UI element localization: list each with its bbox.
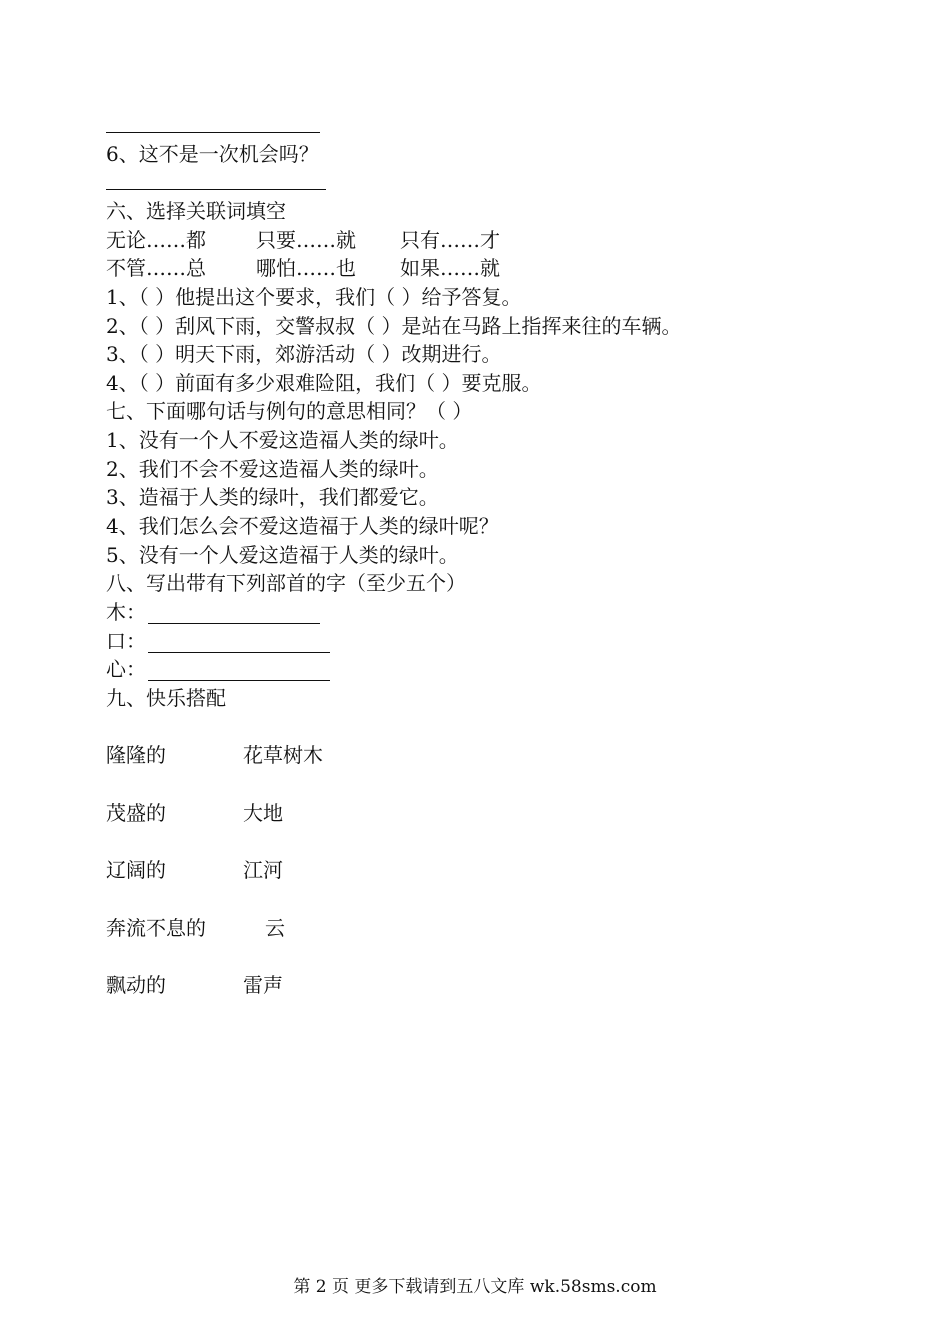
answer-line bbox=[106, 132, 320, 133]
fill-item: 1、（ ）他提出这个要求，我们（ ）给予答复。 bbox=[106, 285, 522, 309]
section-7-title: 七、下面哪句话与例句的意思相同？（ ） bbox=[106, 399, 473, 423]
match-left: 奔流不息的 bbox=[106, 916, 206, 940]
answer-line bbox=[148, 623, 320, 624]
match-left: 飘动的 bbox=[106, 973, 166, 997]
conjunction-option: 只有……才 bbox=[400, 228, 500, 252]
page-footer: 第 2 页 更多下载请到五八文库 wk.58sms.com bbox=[293, 1277, 657, 1297]
radical-label: 木： bbox=[106, 600, 146, 624]
choice-item: 3、造福于人类的绿叶，我们都爱它。 bbox=[106, 485, 439, 509]
conjunction-option: 无论……都 bbox=[106, 228, 206, 252]
conjunction-option: 不管……总 bbox=[106, 256, 206, 280]
radical-label: 心： bbox=[106, 657, 146, 681]
choice-item: 1、没有一个人不爱这造福人类的绿叶。 bbox=[106, 428, 459, 452]
fill-item: 3、（ ）明天下雨，郊游活动（ ）改期进行。 bbox=[106, 342, 502, 366]
section-6-title: 六、选择关联词填空 bbox=[106, 199, 286, 223]
fill-item: 2、（ ）刮风下雨，交警叔叔（ ）是站在马路上指挥来往的车辆。 bbox=[106, 314, 682, 338]
conjunction-option: 只要……就 bbox=[256, 228, 356, 252]
conjunction-option: 哪怕……也 bbox=[256, 256, 356, 280]
choice-item: 2、我们不会不爱这造福人类的绿叶。 bbox=[106, 457, 439, 481]
answer-line bbox=[148, 680, 330, 681]
match-left: 隆隆的 bbox=[106, 743, 166, 767]
match-right: 花草树木 bbox=[243, 743, 323, 767]
match-left: 茂盛的 bbox=[106, 801, 166, 825]
answer-line bbox=[148, 652, 330, 653]
match-right: 雷声 bbox=[243, 973, 283, 997]
choice-item: 4、我们怎么会不爱这造福于人类的绿叶呢？ bbox=[106, 514, 499, 538]
choice-item: 5、没有一个人爱这造福于人类的绿叶。 bbox=[106, 543, 459, 567]
match-right: 江河 bbox=[243, 858, 283, 882]
question-6: 6、这不是一次机会吗？ bbox=[106, 142, 319, 166]
match-left: 辽阔的 bbox=[106, 858, 166, 882]
match-right: 大地 bbox=[243, 801, 283, 825]
radical-label: 口： bbox=[106, 629, 146, 653]
answer-line bbox=[106, 189, 326, 190]
conjunction-option: 如果……就 bbox=[400, 256, 500, 280]
fill-item: 4、（ ）前面有多少艰难险阻，我们（ ）要克服。 bbox=[106, 371, 542, 395]
match-right: 云 bbox=[265, 916, 285, 940]
section-9-title: 九、快乐搭配 bbox=[106, 686, 226, 710]
section-8-title: 八、写出带有下列部首的字（至少五个） bbox=[106, 571, 466, 595]
